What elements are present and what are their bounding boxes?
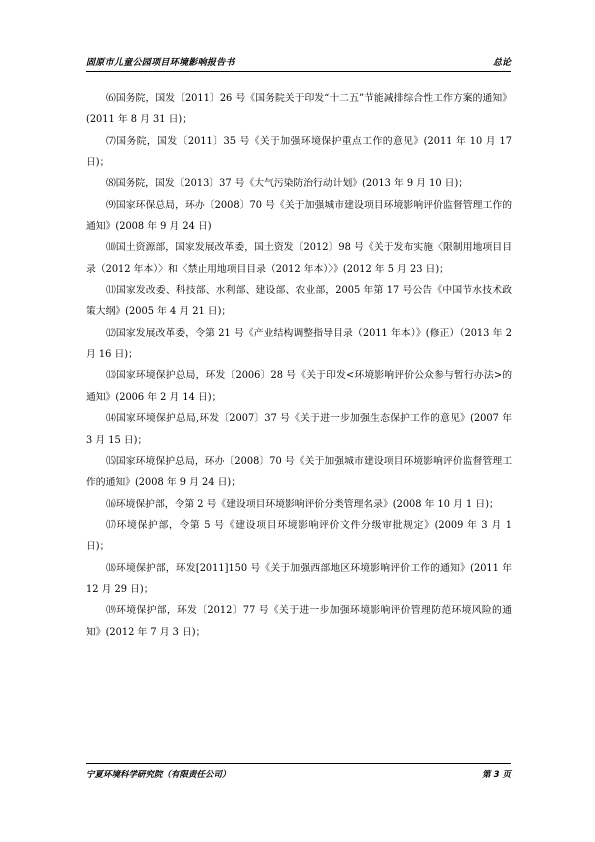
organization-name: 宁夏环境科学研究院（有限责任公司）	[86, 770, 231, 780]
list-item: ⒂国家环境保护总局，环办〔2008〕70 号《关于加强城市建设项目环境影响评价监督管理工作的通知》(2008 年 9 月 24 日)；	[86, 455, 512, 489]
page-number: 第 3 页	[482, 770, 511, 780]
list-item: ⒅环境保护部，环发[2011]150 号《关于加强西部地区环境影响评价工作的通知》(2011 年 12 月 29 日)；	[86, 562, 512, 595]
list-item: ⑽国土资源部，国家发展改革委，国土资发〔2012〕98 号《关于发布实施〈限制用地项目目录（2012 年本）〉和〈禁止用地项目目录（2012 年本）〉》(2012 年 5 月 23 日)；	[86, 242, 512, 275]
list-item: ⒁国家环境保护总局,环发〔2007〕37 号《关于进一步加强生态保护工作的意见》(2007 年 3 月 15 日)；	[86, 413, 512, 446]
regulation-list	[86, 88, 512, 643]
list-item: ⑺国务院，国发〔2011〕35 号《关于加强环境保护重点工作的意见》(2011 年 10 月 17 日)；	[86, 135, 512, 169]
list-item: ⑾国家发改委、科技部、水利部、建设部、农业部，2005 年第 17 号公告《中国节水技术政策大纲》(2005 年 4 月 21 日)；	[86, 285, 512, 318]
list-item: ⒀国家环境保护总局，环发〔2006〕28 号《关于印发<环境影响评价公众参与暂行办法>的通知》(2006 年 2 月 14 日)；	[86, 370, 512, 403]
list-item: ⒃环境保护部，令第 2 号《建设项目环境影响评价分类管理名录》(2008 年 10 月 1 日)；	[106, 498, 499, 510]
section-title: 总论	[492, 58, 511, 68]
list-item: ⑿国家发展改革委，令第 21 号《产业结构调整指导目录（2011 年本）》(修正）（2013 年 2 月 16 日)；	[86, 327, 512, 361]
list-item: ⒄环境保护部，令第 5 号《建设项目环境影响评价文件分级审批规定》(2009 年 3 月 1 日)；	[86, 519, 512, 553]
list-item: ⑻国务院，国发〔2013〕37 号《大气污染防治行动计划》(2013 年 9 月 10 日)；	[106, 178, 469, 190]
page-header	[86, 55, 511, 72]
list-item: ⑹国务院，国发〔2011〕26 号《国务院关于印发“十二五”节能减排综合性工作方案的通知》(2011 年 8 月 31 日)；	[86, 93, 512, 126]
report-title: 固原市儿童公园项目环境影响报告书	[86, 58, 235, 68]
list-item: ⒆环境保护部，环发〔2012〕77 号《关于进一步加强环境影响评价管理防范环境风险的通知》(2012 年 7 月 3 日)；	[86, 605, 512, 638]
list-item: ⑼国家环保总局，环办〔2008〕70 号《关于加强城市建设项目环境影响评价监督管理工作的通知》(2008 年 9 月 24 日)	[86, 199, 512, 233]
page-footer	[86, 763, 511, 782]
